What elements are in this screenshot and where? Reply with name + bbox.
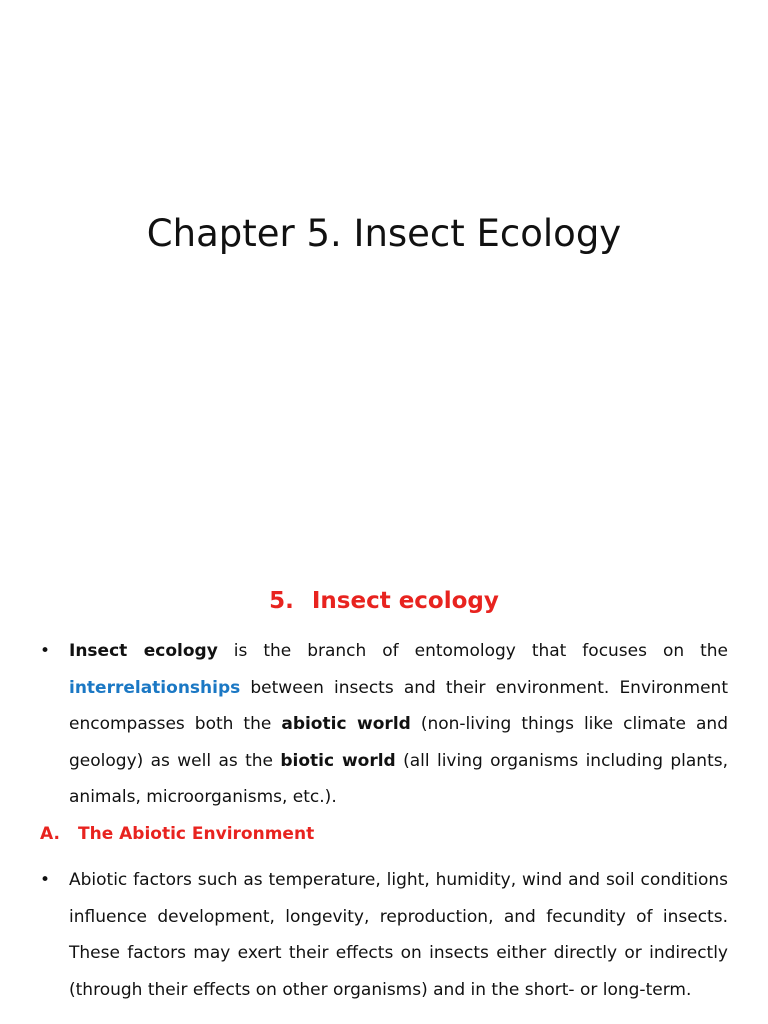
bullet-icon: • [40, 870, 51, 890]
term-abiotic-world: abiotic world [281, 714, 411, 734]
subheading-abiotic-environment [40, 824, 314, 844]
text-segment: between insects and their environment. Environment encompasses both the [69, 677, 728, 734]
bullet-paragraph: Abiotic factors such as temperature, light, humidity, wind and soil conditions influence development, longevity, reproduction, and fecundity of insects. These factors may exert their effects on insects either directly or indirectly (through their effects on other organisms) and in the short- or long-term. [69, 870, 728, 1000]
section-heading-text: Insect ecology [311, 588, 499, 614]
bullet-abiotic-factors [40, 862, 728, 1008]
term-biotic-world: biotic world [280, 750, 396, 771]
slide-title: Chapter 5. Insect Ecology [146, 212, 622, 255]
bullet-insect-ecology [40, 633, 728, 816]
list-item [40, 633, 728, 816]
term-interrelationships: interrelationships [69, 677, 241, 698]
text-segment: (all living organisms including plants, animals, microorganisms, etc.). [69, 750, 728, 807]
section-heading [0, 588, 768, 614]
text-segment: is the branch of entomology that focuses on the [217, 641, 728, 661]
subheading-letter: A. [40, 824, 60, 844]
title-container [0, 212, 768, 255]
text-segment: (non-living things like climate and geology) as well as the [69, 714, 728, 771]
list-item [40, 862, 728, 1008]
subheading-text: The Abiotic Environment [78, 824, 315, 844]
bullet-paragraph [69, 633, 728, 816]
term-insect-ecology: Insect ecology [69, 641, 218, 661]
bullet-icon: • [40, 641, 51, 661]
section-heading-number: 5. [269, 588, 294, 614]
